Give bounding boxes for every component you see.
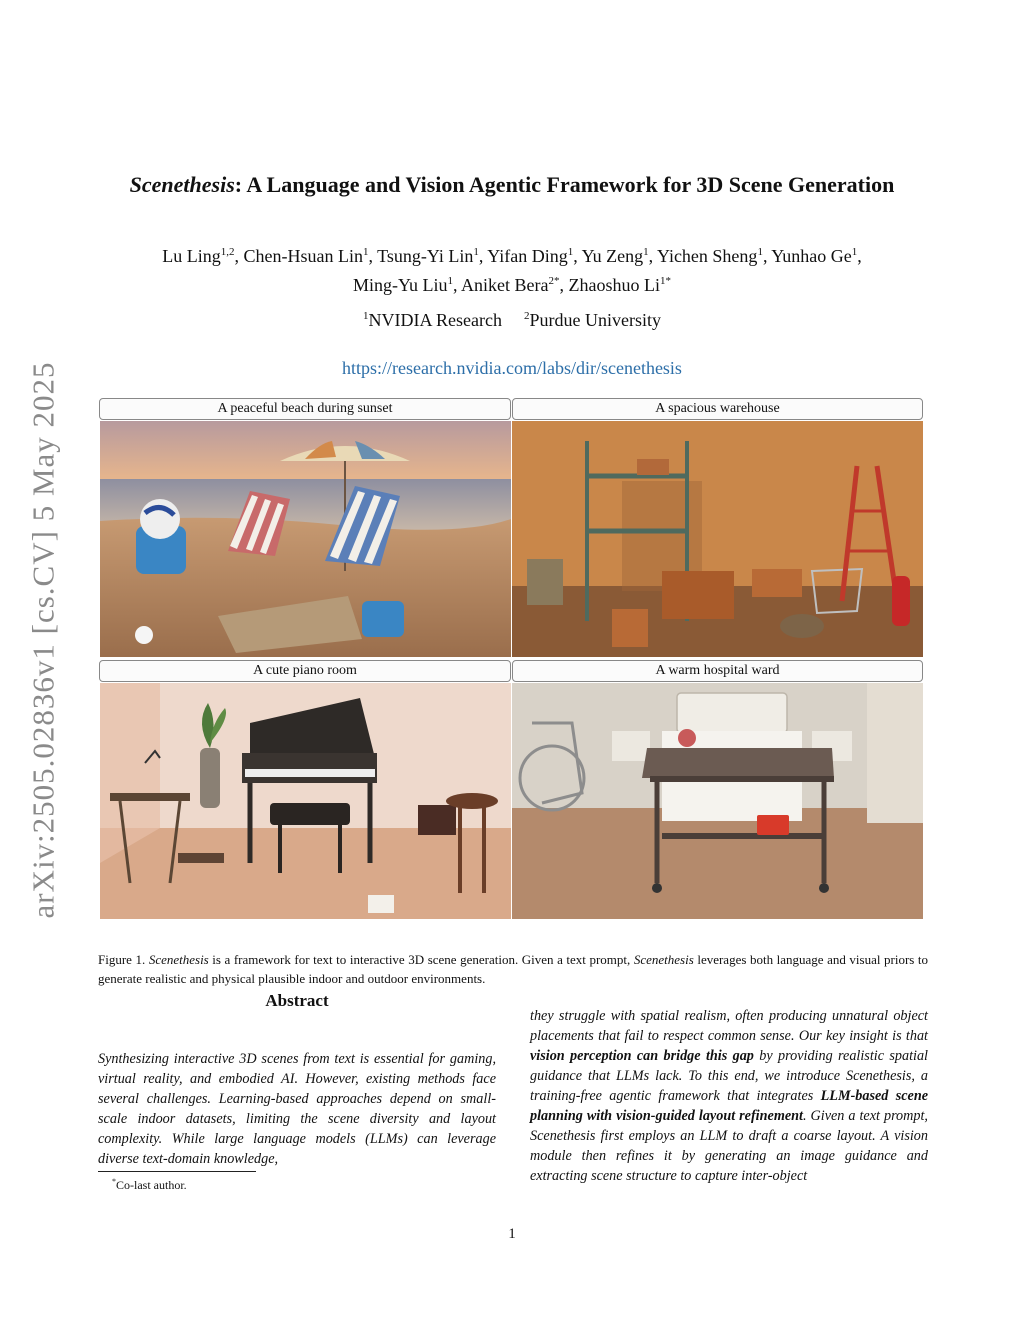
panel-label-piano-room: A cute piano room [99, 660, 511, 682]
author: Zhaoshuo $Li^{1*}$ [568, 275, 671, 295]
author: Chen-Hsuan Lin$^1$ [243, 246, 369, 266]
footnote-rule [98, 1171, 256, 1172]
author: Tsung-Yi Lin$^1$ [377, 246, 479, 266]
panel-label-beach: A peaceful beach during sunset [99, 398, 511, 420]
author: Yunhao Ge$^1$ [771, 246, 858, 266]
abstract-left-column: Synthesizing interactive 3D scenes from text is essential for gaming, virtual reality, and embodied AI. However, existing methods face several challenges. Learning-based approaches depend on small-scale indoor datasets, limiting the scene diversity and layout complexity. While large language models (LLMs) can leverage diverse text-domain knowledge, [98, 1051, 496, 1168]
figure-caption: Figure 1. Scenethesis is a framework for text to interactive 3D scene generation. Given a text prompt, Scenethesis leverages both language and visual priors to generate realistic and physical plausible indoor and outdoor environments. [98, 952, 929, 986]
hospital-ward-scene-image [512, 683, 923, 919]
author: Lu Ling$^{1,2}$ [162, 246, 235, 266]
affiliation: $^1$NVIDIA Research [363, 310, 502, 330]
paper-title: Scenethesis: A Language and Vision Agentic Framework for 3D Scene Generation [129, 172, 895, 197]
author: Ming-Yu Liu$^1$ [353, 275, 453, 295]
abstract-right-column: they struggle with spatial realism, often producing unnatural object placements that fail to respect common sense. Our key insight is that vision perception can bridge this gap by providing realistic spatial guidance that LLMs lack. To this end, we introduce Scenethesis, a training-free agentic framework that integrates LLM-based scene planning with vision-guided layout refinement. Given a text prompt, Scenethesis first employs an LLM to draft a coarse layout. A vision module then refines it by generating an image guidance and extracting scene structure to capture inter-object [530, 1008, 929, 1185]
author: Yu Zeng$^1$ [581, 246, 649, 266]
panel-label-warehouse: A spacious warehouse [512, 398, 923, 420]
beach-scene-image [100, 421, 511, 657]
affiliation: $^2$Purdue University [523, 310, 661, 330]
piano-room-scene-image [100, 683, 511, 919]
panel-label-hospital-ward: A warm hospital ward [512, 660, 923, 682]
project-url-link[interactable]: https://research.nvidia.com/labs/dir/scenethesis [342, 358, 682, 378]
author: Yifan Ding$^1$ [487, 246, 574, 266]
warehouse-scene-image [512, 421, 923, 657]
arxiv-stamp: arXiv:2505.02836v1 [cs.CV] 5 May 2025 [26, 361, 61, 919]
abstract-heading: Abstract [265, 991, 329, 1010]
affiliations [0, 310, 1024, 331]
author: Aniket Bera$^{2*}$ [461, 275, 560, 295]
author-list: Lu Ling$^{1,2}$, Chen-Hsuan Lin$^1$, Tsung-Yi Lin$^1$, Yifan Ding$^1$, Yu Zeng$^1$, Yichen Sheng$^1$, Yunhao Ge$^1$, Ming-Yu Liu$^1$, Aniket Bera$^{2*}$, Zhaoshuo $Li^{1*}$ [162, 246, 862, 295]
author: Yichen Sheng$^1$ [656, 246, 763, 266]
page-number: 1 [508, 1226, 516, 1242]
footnote: *Co-last author. [112, 1177, 187, 1192]
